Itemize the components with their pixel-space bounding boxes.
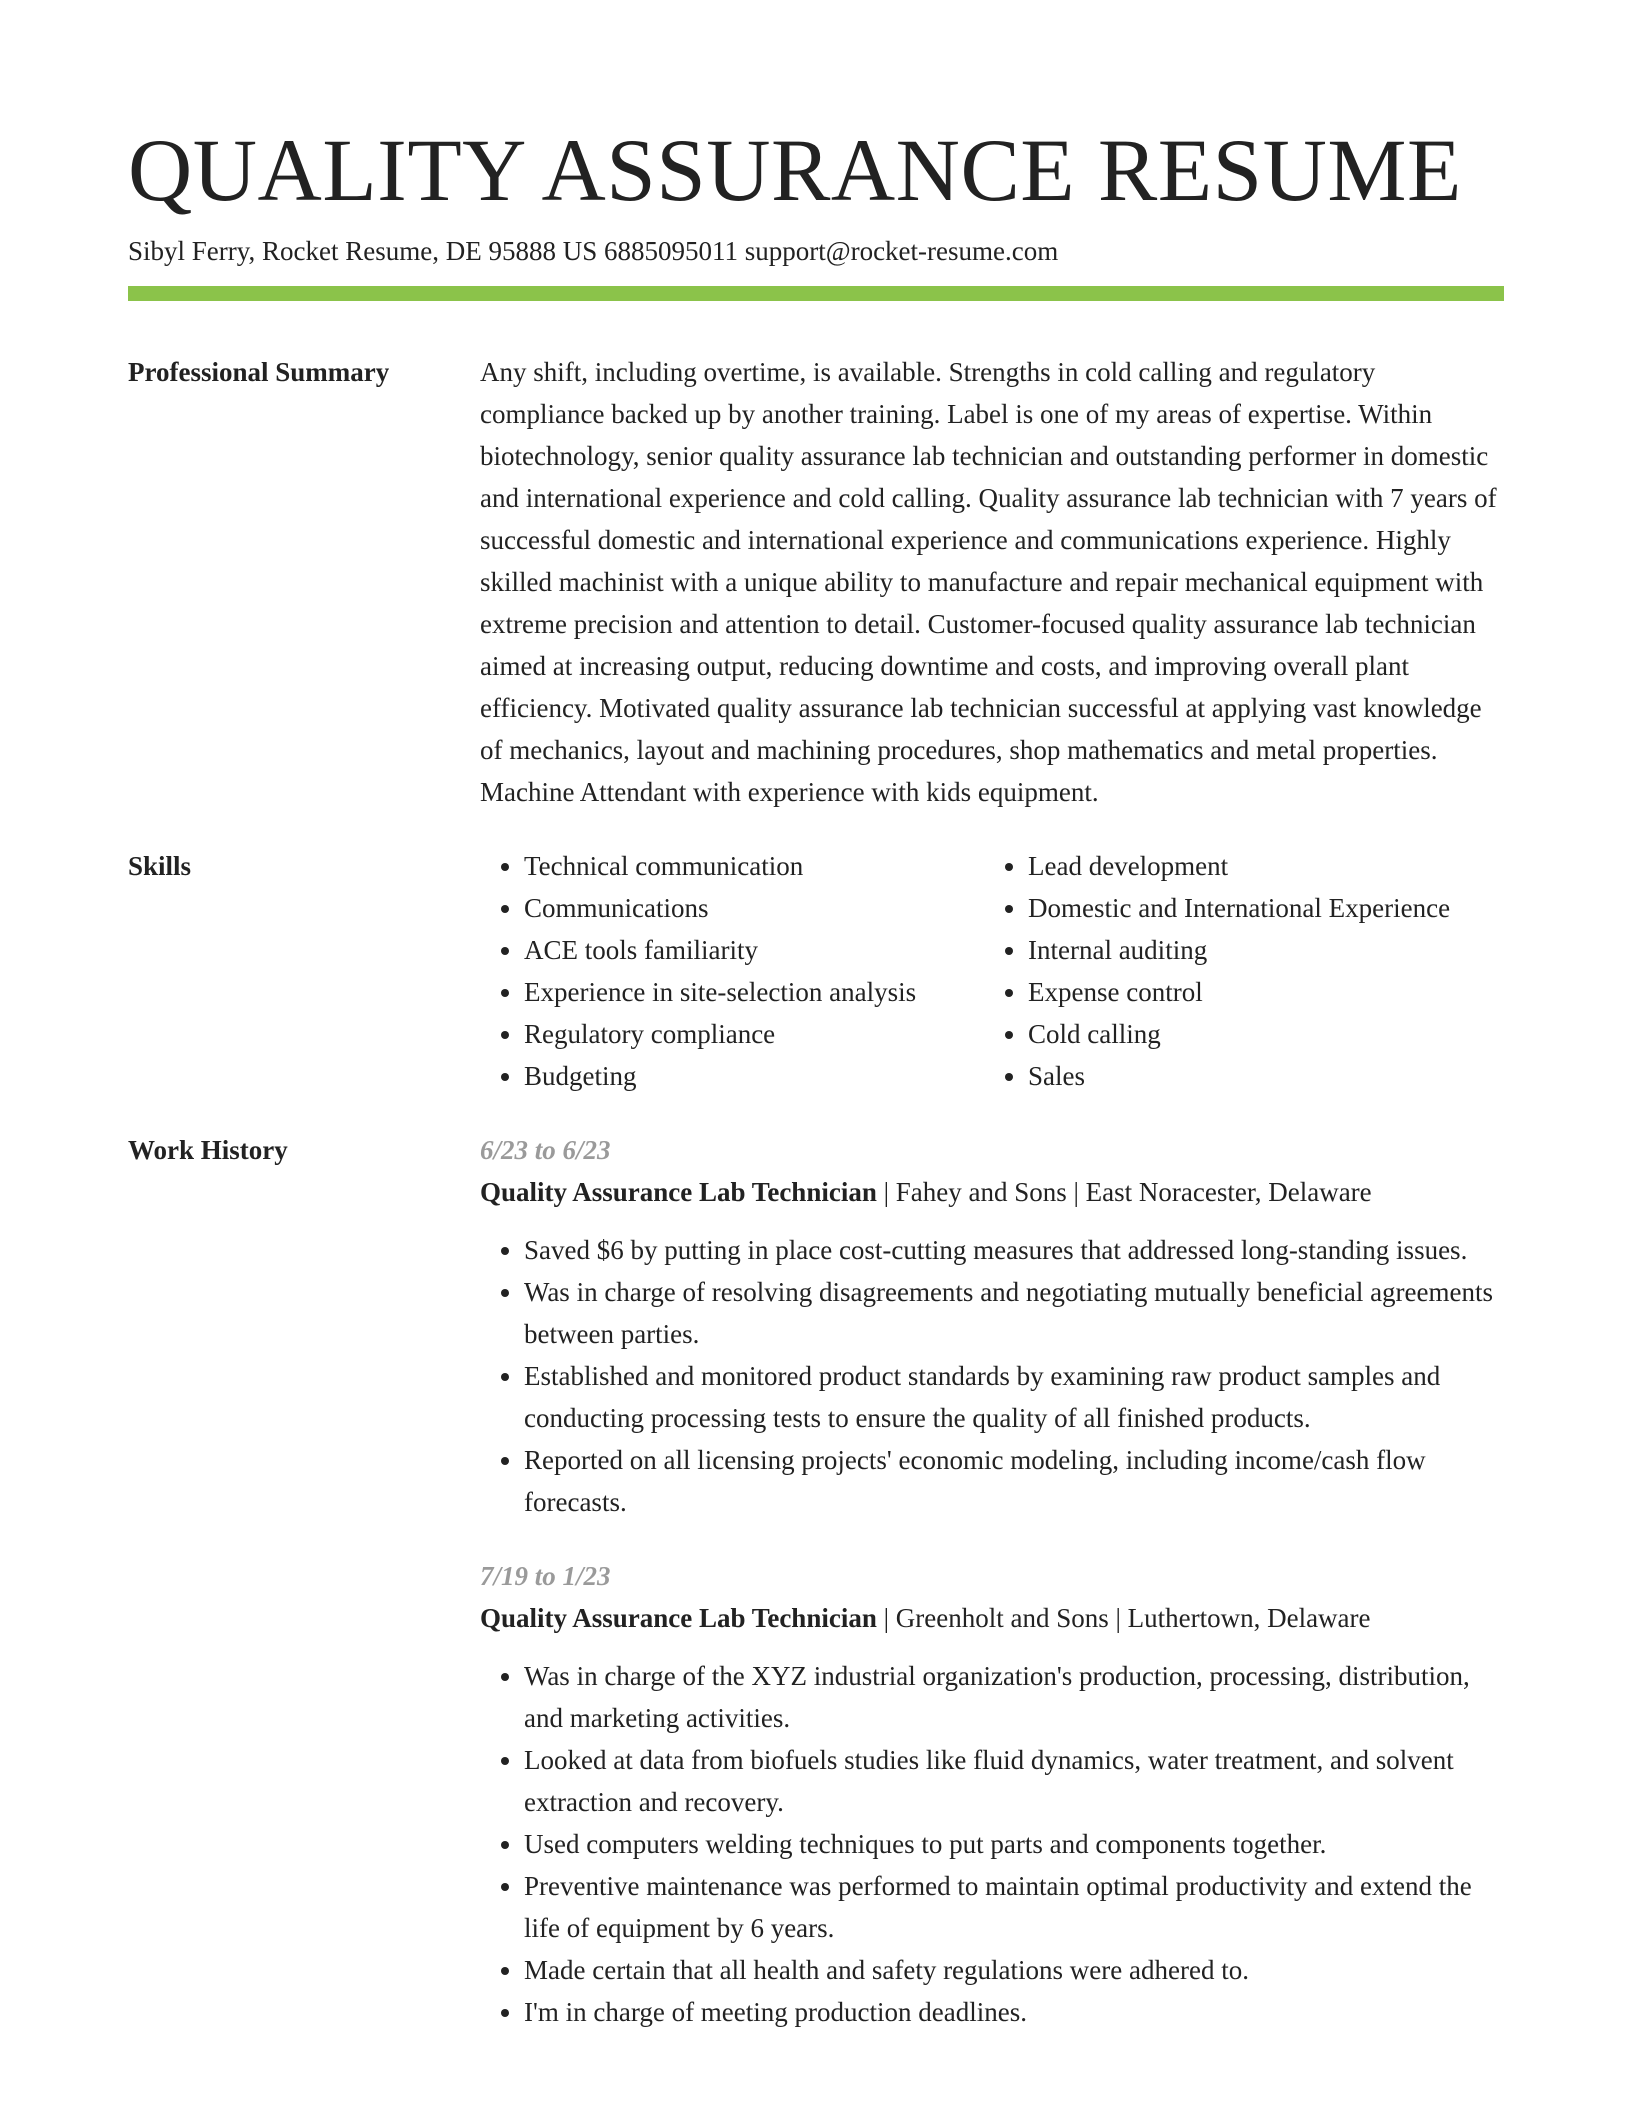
- work-history-section: [128, 1129, 1504, 2033]
- job-heading: [480, 1597, 1504, 1639]
- skill-item: • Cold calling: [1028, 1013, 1488, 1055]
- skill-item: • Sales: [1028, 1055, 1488, 1097]
- contact-line: Sibyl Ferry, Rocket Resume, DE 95888 US 6885095011 support@rocket-resume.com: [128, 236, 1059, 266]
- job-dates: 7/19 to 1/23: [480, 1561, 611, 1591]
- job-bullet: • Saved $6 by putting in place cost-cutting measures that addressed long-standing issues.: [524, 1229, 1504, 1271]
- job-entry: [480, 1555, 1504, 2033]
- skills-column-right: [984, 845, 1488, 1097]
- summary-text: Any shift, including overtime, is available. Strengths in cold calling and regulatory compliance backed up by another training. Label is one of my areas of expertise. Within biotechnology, senior quality assurance lab technician and outstanding performer in domestic and international experience and cold calling. Quality assurance lab technician with 7 years of successful domestic and international experience and communications experience. Highly skilled machinist with a unique ability to manufacture and repair mechanical equipment with extreme precision and attention to detail. Customer-focused quality assurance lab technician aimed at increasing output, reducing downtime and costs, and improving overall plant efficiency. Motivated quality assurance lab technician successful at applying vast knowledge of mechanics, layout and machining procedures, shop mathematics and metal properties. Machine Attendant with experience with kids equipment.: [480, 357, 1497, 807]
- resume-page: [128, 118, 1504, 2033]
- section-heading-skills: Skills: [128, 851, 192, 881]
- job-title: Quality Assurance Lab Technician: [480, 1177, 877, 1207]
- job-responsibilities: [480, 1655, 1504, 2033]
- job-company-location: | Greenholt and Sons | Luthertown, Delaware: [876, 1603, 1371, 1633]
- job-dates: 6/23 to 6/23: [480, 1135, 611, 1165]
- job-bullet: • I'm in charge of meeting production deadlines.: [524, 1991, 1504, 2033]
- job-bullet: • Used computers welding techniques to put parts and components together.: [524, 1823, 1504, 1865]
- job-bullet: • Preventive maintenance was performed to maintain optimal productivity and extend the life of equipment by 6 years.: [524, 1865, 1504, 1949]
- job-company-location: | Fahey and Sons | East Noracester, Delaware: [876, 1177, 1372, 1207]
- skill-item: • Expense control: [1028, 971, 1488, 1013]
- job-title: Quality Assurance Lab Technician: [480, 1603, 877, 1633]
- skill-item: • Lead development: [1028, 845, 1488, 887]
- job-bullet: • Made certain that all health and safety regulations were adhered to.: [524, 1949, 1504, 1991]
- job-heading: [480, 1171, 1504, 1213]
- skills-section: [128, 845, 1504, 1097]
- skill-item: • ACE tools familiarity: [524, 929, 984, 971]
- job-entry: [480, 1129, 1504, 1523]
- job-bullet: • Reported on all licensing projects' economic modeling, including income/cash flow forecasts.: [524, 1439, 1504, 1523]
- skills-body: [480, 845, 1504, 1097]
- skill-item: • Technical communication: [524, 845, 984, 887]
- job-responsibilities: [480, 1229, 1504, 1523]
- section-heading-work-history: Work History: [128, 1135, 288, 1165]
- resume-title: QUALITY ASSURANCE RESUME: [128, 122, 1462, 220]
- skills-column-left: [480, 845, 984, 1097]
- skill-item: • Regulatory compliance: [524, 1013, 984, 1055]
- skill-item: • Internal auditing: [1028, 929, 1488, 971]
- section-heading-summary: Professional Summary: [128, 357, 390, 387]
- job-bullet: • Established and monitored product standards by examining raw product samples and conducting processing tests to ensure the quality of all finished products.: [524, 1355, 1504, 1439]
- skill-item: • Communications: [524, 887, 984, 929]
- skill-item: • Domestic and International Experience: [1028, 887, 1488, 929]
- work-history-body: [480, 1129, 1504, 2033]
- job-bullet: • Was in charge of resolving disagreements and negotiating mutually beneficial agreements between parties.: [524, 1271, 1504, 1355]
- job-bullet: • Was in charge of the XYZ industrial organization's production, processing, distribution, and marketing activities.: [524, 1655, 1504, 1739]
- skill-item: • Experience in site-selection analysis: [524, 971, 984, 1013]
- skill-item: • Budgeting: [524, 1055, 984, 1097]
- job-bullet: • Looked at data from biofuels studies like fluid dynamics, water treatment, and solvent extraction and recovery.: [524, 1739, 1504, 1823]
- summary-section: [128, 351, 1504, 813]
- accent-divider: [128, 286, 1504, 301]
